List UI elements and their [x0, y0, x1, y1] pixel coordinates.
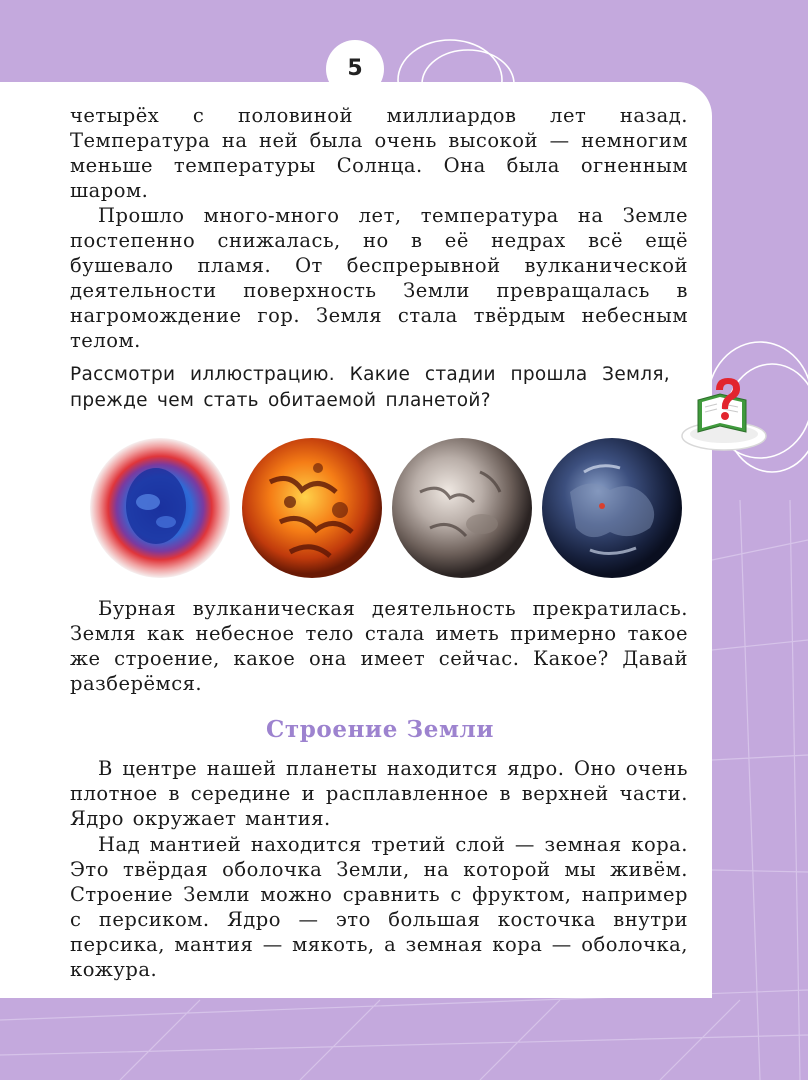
paragraph-core-mantle: В центре нашей планеты находится ядро. Оно очень плотное в середине и расплавленное в верхней части. Ядро окружает мантия.	[70, 757, 688, 830]
paragraph-volcanic-end: Бурная вулканическая деятельность прекратилась. Земля как небесное тело стала иметь примерно такое же строение, какое она имеет сейчас. Какое? Давай разберёмся.	[70, 597, 688, 695]
stage-fiery-ball	[242, 438, 382, 578]
decorative-rings-top	[380, 28, 530, 98]
stage-gas-cloud	[90, 438, 230, 578]
task-question: Рассмотри иллюстрацию. Какие стадии прошла Земля, прежде чем стать обитаемой планетой?	[70, 364, 670, 411]
paragraph-earth-cooling: Прошло много-много лет, температура на Земле постепенно снижалась, но в её недрах всё ещё бушевало пламя. От беспрерывной вулканической деятельности поверхность Земли превращалась в нагромождение гор. Земля стала твёрдым небесным телом.	[70, 204, 688, 352]
page-number: 5	[326, 40, 384, 98]
earth-stages-illustration	[90, 432, 690, 582]
paragraph-earth-origin: четырёх с половиной миллиардов лет назад. Температура на ней была очень высокой — немногим меньше температуры Солнца. Она была огненным шаром.	[70, 104, 688, 202]
stage-rocky-body	[392, 438, 532, 578]
section-heading: Строение Земли	[265, 716, 495, 743]
paragraph-crust-peach: Над мантией находится третий слой — земная кора. Это твёрдая оболочка Земли, на которой мы живём. Строение Земли можно сравнить с фруктом, например с персиком. Ядро — это большая косточка внутри персика, мантия — мякоть, а земная кора — оболочка, кожура.	[70, 833, 688, 981]
stage-water-planet	[542, 438, 682, 578]
